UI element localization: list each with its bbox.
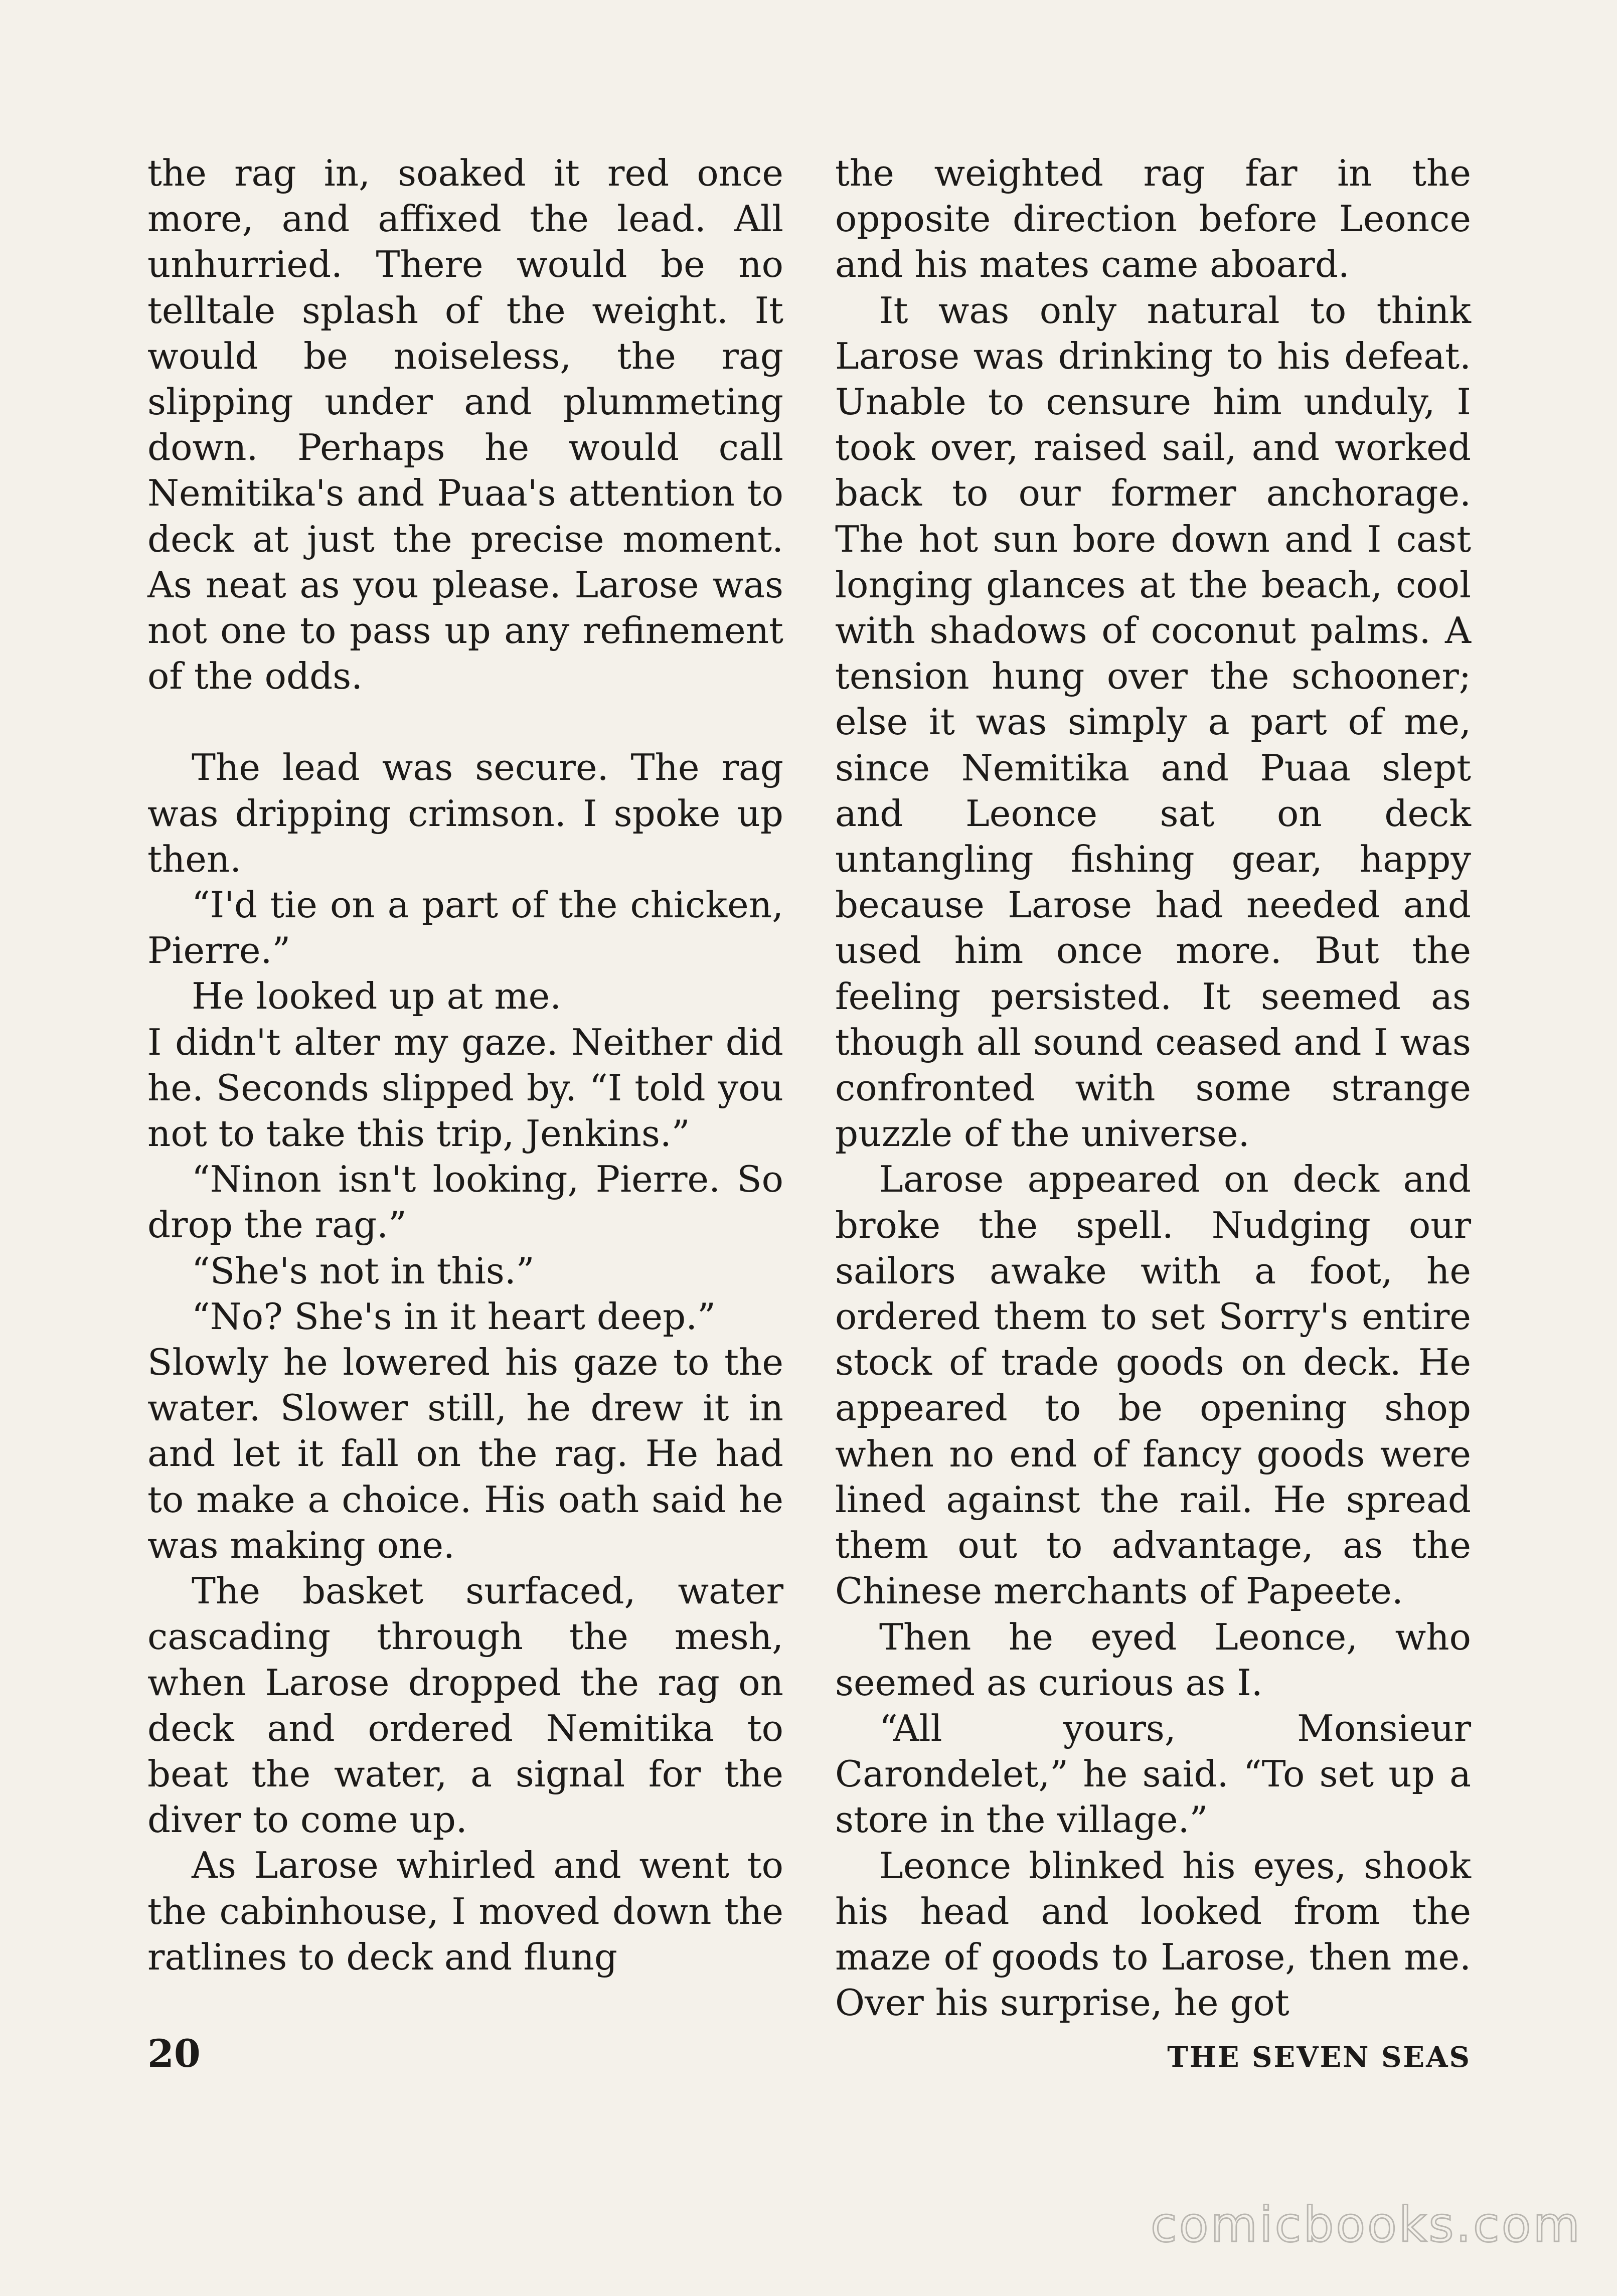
- paragraph: The basket surfaced, water cascading through the mesh, when Larose dropped the rag on deck and ordered Nemitika to beat the water, a signal for the diver to come up.: [147, 1570, 783, 1841]
- paragraph: I didn't alter my gaze. Neither did he. Seconds slipped by. “I told you not to take this trip, Jenkins.”: [147, 1021, 783, 1155]
- paragraph: The lead was secure. The rag was dripping crimson. I spoke up then.: [147, 746, 783, 880]
- paragraph: “All yours, Monsieur Carondelet,” he said. “To set up a store in the village.”: [835, 1707, 1471, 1841]
- paragraph: As Larose whirled and went to the cabinhouse, I moved down the ratlines to deck and flung: [147, 1844, 783, 1978]
- paragraph: Then he eyed Leonce, who seemed as curious as I.: [835, 1615, 1471, 1704]
- paragraph: Larose appeared on deck and broke the spell. Nudging our sailors awake with a foot, he ordered them to set Sorry's entire stock of trade goods on deck. He appeared to be opening shop when no end of fancy goods were lined against the rail. He spread them out to advantage, as the Chinese merchants of Papeete.: [835, 1158, 1471, 1612]
- right-text-column: [835, 150, 1471, 2026]
- magazine-title: THE SEVEN SEAS: [1167, 2041, 1471, 2074]
- paragraph: He looked up at me.: [192, 975, 562, 1018]
- paragraph: It was only natural to think Larose was drinking to his defeat. Unable to censure him unduly, I took over, raised sail, and worked back to our former anchorage. The hot sun bore down and I cast longing glances at the beach, cool with shadows of coconut palms. A tension hung over the schooner; else it was simply a part of me, since Nemitika and Puaa slept and Leonce sat on deck untangling fishing gear, happy because Larose had needed and used him once more. But the feeling persisted. It seemed as though all sound ceased and I was confronted with some strange puzzle of the universe.: [835, 289, 1471, 1155]
- page-number: 20: [147, 2031, 201, 2076]
- paragraph: “Ninon isn't looking, Pierre. So drop the rag.”: [147, 1158, 783, 1246]
- left-text-column: [147, 150, 783, 1980]
- paragraph: Leonce blinked his eyes, shook his head and looked from the maze of goods to Larose, then me. Over his surprise, he got: [835, 1844, 1471, 2024]
- watermark: comicbooks.com: [1150, 2197, 1582, 2253]
- paragraph: the weighted rag far in the opposite direction before Leonce and his mates came aboard.: [835, 152, 1471, 286]
- page-footer: [147, 2031, 1471, 2076]
- paragraph: “I'd tie on a part of the chicken, Pierre.”: [147, 884, 783, 972]
- paragraph: the rag in, soaked it red once more, and affixed the lead. All unhurried. There would be no telltale splash of the weight. It would be noiseless, the rag slipping under and plummeting down. Perhaps he would call Nemitika's and Puaa's attention to deck at just the precise moment. As neat as you please. Larose was not one to pass up any refinement of the odds.: [147, 152, 783, 698]
- paragraph: “No? She's in it heart deep.”: [192, 1295, 716, 1338]
- paragraph: Slowly he lowered his gaze to the water. Slower still, he drew it in and let it fall on the rag. He had to make a choice. His oath said he was making one.: [147, 1341, 783, 1566]
- paragraph: “She's not in this.”: [192, 1249, 535, 1292]
